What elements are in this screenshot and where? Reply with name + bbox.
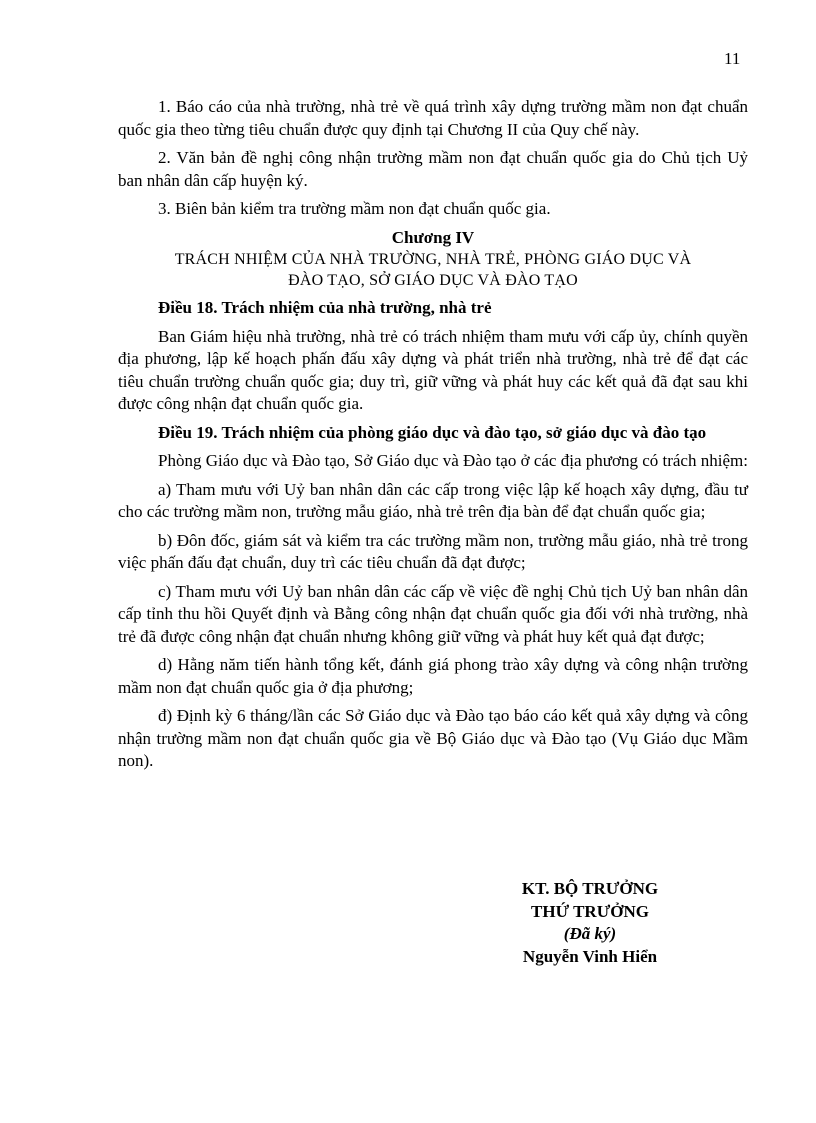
signatory-name: Nguyễn Vinh Hiển xyxy=(522,946,658,966)
page-number: 11 xyxy=(724,49,741,68)
signature-position: THỨ TRƯỞNG xyxy=(531,901,649,921)
signature-title: KT. BỘ TRƯỞNG xyxy=(521,879,659,898)
chapter-title: Chương IV xyxy=(391,227,475,247)
document-body xyxy=(118,96,748,779)
article-19-item-b: b) Đôn đốc, giám sát và kiểm tra các trường mầm non, trường mẫu giáo, nhà trẻ trong việc phấn đấu đạt chuẩn, duy trì các tiêu chuẩn đã đạt được; xyxy=(118,530,748,572)
article-19-item-c: c) Tham mưu với Uỷ ban nhân dân các cấp về việc đề nghị Chủ tịch Uỷ ban nhân dân cấp tỉnh thu hồi Quyết định và Bằng công nhận đạt chuẩn quốc gia đối với nhà trường, nhà trẻ đã được công nhận đạt chuẩn nhưng không giữ vững và phát huy kết quả đạt được; xyxy=(118,581,748,646)
signature-block xyxy=(470,878,710,968)
article-19-heading: Điều 19. Trách nhiệm của phòng giáo dục và đào tạo, sở giáo dục và đào tạo xyxy=(158,422,707,442)
article-19-intro: Phòng Giáo dục và Đào tạo, Sở Giáo dục và Đào tạo ở các địa phương có trách nhiệm: xyxy=(158,451,748,470)
intro-item-2: 2. Văn bản đề nghị công nhận trường mầm non đạt chuẩn quốc gia do Chủ tịch Uỷ ban nhân dân cấp huyện ký. xyxy=(118,148,748,190)
chapter-subtitle xyxy=(118,249,748,291)
intro-item-1: 1. Báo cáo của nhà trường, nhà trẻ về quá trình xây dựng trường mầm non đạt chuẩn quốc gia theo từng tiêu chuẩn được quy định tại Chương II của Quy chế này. xyxy=(118,97,748,139)
chapter-subtitle-line2: ĐÀO TẠO, SỞ GIÁO DỤC VÀ ĐÀO TẠO xyxy=(288,272,578,289)
article-18-heading: Điều 18. Trách nhiệm của nhà trường, nhà trẻ xyxy=(158,298,492,317)
intro-item-3: 3. Biên bản kiểm tra trường mầm non đạt chuẩn quốc gia. xyxy=(158,199,551,218)
article-19-item-d: d) Hằng năm tiến hành tổng kết, đánh giá phong trào xây dựng và công nhận trường mầm non đạt chuẩn quốc gia ở địa phương; xyxy=(118,655,748,697)
signature-signed-note: (Đã ký) xyxy=(563,924,617,943)
article-19-item-a: a) Tham mưu với Uỷ ban nhân dân các cấp trong việc lập kế hoạch xây dựng, đầu tư cho các trường mầm non, trường mẫu giáo, nhà trẻ trên địa bàn để đạt chuẩn quốc gia; xyxy=(118,479,748,521)
chapter-subtitle-line1: TRÁCH NHIỆM CỦA NHÀ TRƯỜNG, NHÀ TRẺ, PHÒNG GIÁO DỤC VÀ xyxy=(174,251,692,268)
article-19-item-dd: đ) Định kỳ 6 tháng/lần các Sở Giáo dục và Đào tạo báo cáo kết quả xây dựng và công nhận trường mầm non đạt chuẩn quốc gia về Bộ Giáo dục và Đào tạo (Vụ Giáo dục Mầm non). xyxy=(118,706,748,770)
article-18-body: Ban Giám hiệu nhà trường, nhà trẻ có trách nhiệm tham mưu với cấp ủy, chính quyền địa phương, lập kế hoạch phấn đấu xây dựng và phát triển nhà trường, nhà trẻ để đạt các tiêu chuẩn trường chuẩn quốc gia; duy trì, giữ vững và phát huy các kết quả đã đạt sau khi được công nhận đạt chuẩn quốc gia. xyxy=(118,326,748,413)
